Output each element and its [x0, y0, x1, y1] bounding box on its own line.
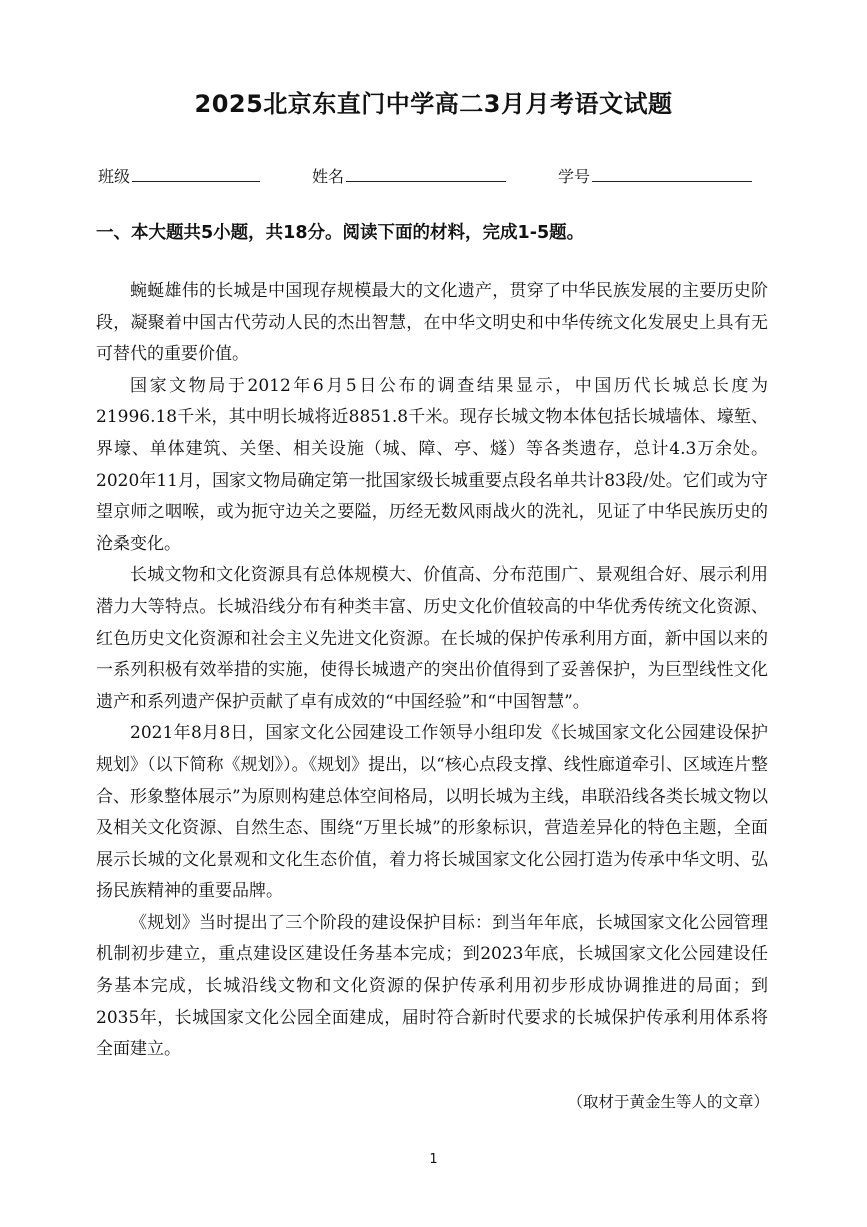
source-citation: （取材于黄金生等人的文章）	[567, 1093, 769, 1111]
name-blank-line	[346, 165, 506, 182]
class-label: 班级	[98, 167, 131, 186]
student-id-label: 学号	[558, 167, 591, 186]
section-heading: 一、本大题共5小题，共18分。阅读下面的材料，完成1-5题。	[96, 223, 585, 243]
student-id-field	[558, 164, 752, 187]
paragraph: 长城文物和文化资源具有总体规模大、价值高、分布范围广、景观组合好、展示利用潜力大等特点。长城沿线分布有种类丰富、历史文化价值较高的中华优秀传统文化资源、红色历史文化资源和社会主义先进文化资源。在长城的保护传承利用方面，新中国以来的一系列积极有效举措的实施，使得长城遗产的突出价值得到了妥善保护，为巨型线性文化遗产和系列遗产保护贡献了卓有成效的“中国经验”和“中国智慧”。	[96, 565, 768, 712]
page-number: 1	[429, 1152, 438, 1167]
paragraph: 2021年8月8日，国家文化公园建设工作领导小组印发《长城国家文化公园建设保护规划》（以下简称《规划》）。《规划》提出，以“核心点段支撑、线性廊道牵引、区域连片整合、形象整体展示”为原则构建总体空间格局，以明长城为主线，串联沿线各类长城文物以及相关文化资源、自然生态、围绕“万里长城”的形象标识，营造差异化的特色主题，全面展示长城的文化景观和文化生态价值，着力将长城国家文化公园打造为传承中华文明、弘扬民族精神的重要品牌。	[96, 723, 768, 902]
reading-passage	[96, 276, 768, 1066]
student-id-blank-line	[592, 165, 752, 182]
class-blank-line	[132, 165, 260, 182]
exam-title: 2025北京东直门中学高二3月月考语文试题	[194, 90, 673, 118]
student-info-fields	[98, 164, 778, 192]
paragraph: 蜿蜒雄伟的长城是中国现存规模最大的文化遗产，贯穿了中华民族发展的主要历史阶段，凝聚着中国古代劳动人民的杰出智慧，在中华文明史和中华传统文化发展史上具有无可替代的重要价值。	[96, 281, 768, 365]
paragraph: 《规划》当时提出了三个阶段的建设保护目标：到当年年底，长城国家文化公园管理机制初步建立，重点建设区建设任务基本完成；到2023年底，长城国家文化公园建设任务基本完成，长城沿线文物和文化资源的保护传承利用初步形成协调推进的局面；到2035年，长城国家文化公园全面建成，届时符合新时代要求的长城保护传承利用体系将全面建立。	[96, 912, 768, 1060]
class-field	[98, 164, 260, 187]
paragraph: 国家文物局于2012年6月5日公布的调查结果显示，中国历代长城总长度为21996.18千米，其中明长城将近8851.8千米。现存长城文物本体包括长城墙体、壕堑、界壕、单体建筑、关堡、相关设施（城、障、亭、燧）等各类遗存，总计4.3万余处。2020年11月，国家文物局确定第一批国家级长城重要点段名单共计83段/处。它们或为守望京师之咽喉，或为扼守边关之要隘，历经无数风雨战火的洗礼，见证了中华民族历史的沧桑变化。	[96, 375, 768, 554]
name-field	[312, 164, 506, 187]
name-label: 姓名	[312, 167, 345, 186]
